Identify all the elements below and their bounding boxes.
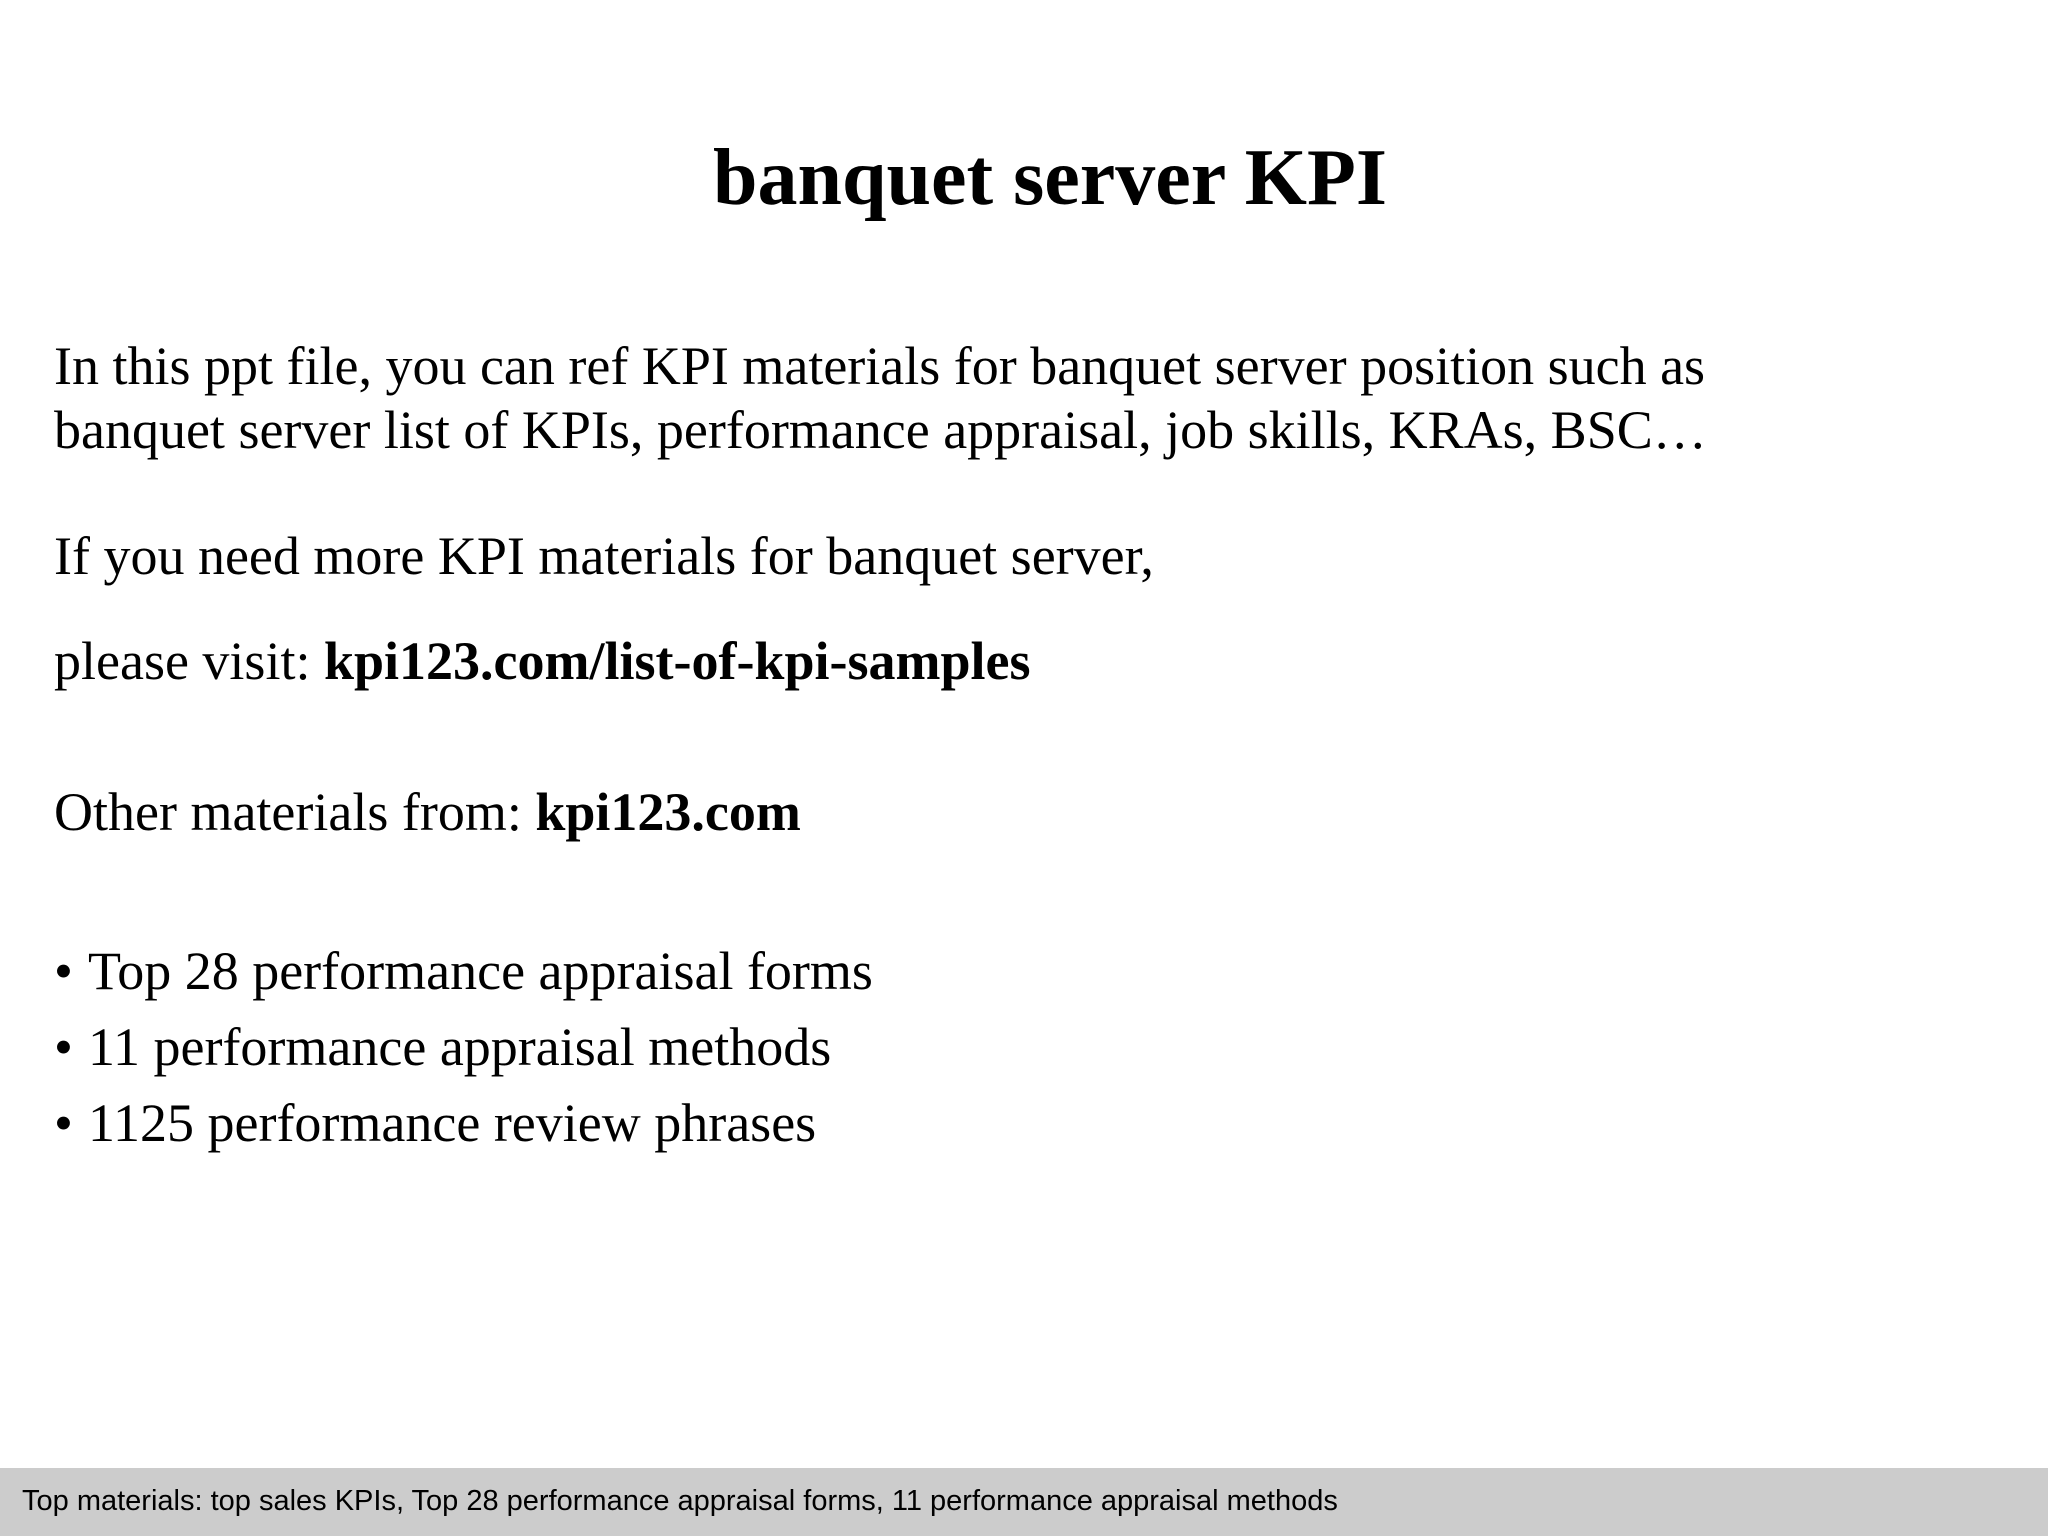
other-prefix: Other materials from: <box>54 782 536 842</box>
bullet-icon: • <box>54 941 73 1001</box>
footer-bar <box>0 1468 2048 1536</box>
list-item <box>54 1085 873 1161</box>
list-item <box>54 1009 873 1085</box>
list-item-label: 11 performance appraisal methods <box>88 1017 832 1077</box>
visit-link[interactable]: kpi123.com/list-of-kpi-samples <box>323 631 1031 691</box>
other-link[interactable]: kpi123.com <box>535 782 801 842</box>
list-item-label: 1125 performance review phrases <box>88 1093 817 1153</box>
intro-line-2: banquet server list of KPIs, performance appraisal, job skills, KRAs, BSC… <box>54 400 1707 460</box>
visit-prefix: please visit: <box>54 631 324 691</box>
other-materials-line <box>54 780 801 844</box>
footer-text: Top materials: top sales KPIs, Top 28 performance appraisal forms, 11 performance appraisal methods <box>22 1485 1338 1517</box>
intro-line-1: In this ppt file, you can ref KPI materials for banquet server position such as <box>54 336 1706 396</box>
list-item-label: Top 28 performance appraisal forms <box>88 941 873 1001</box>
slide-title: banquet server KPI <box>712 134 1388 222</box>
list-item <box>54 933 873 1009</box>
intro-paragraph <box>54 334 2014 462</box>
need-more-text: If you need more KPI materials for banquet server, <box>54 526 1154 586</box>
bullet-icon: • <box>54 1093 73 1153</box>
visit-line <box>54 629 1031 693</box>
bullet-icon: • <box>54 1017 73 1077</box>
materials-list <box>54 933 873 1161</box>
